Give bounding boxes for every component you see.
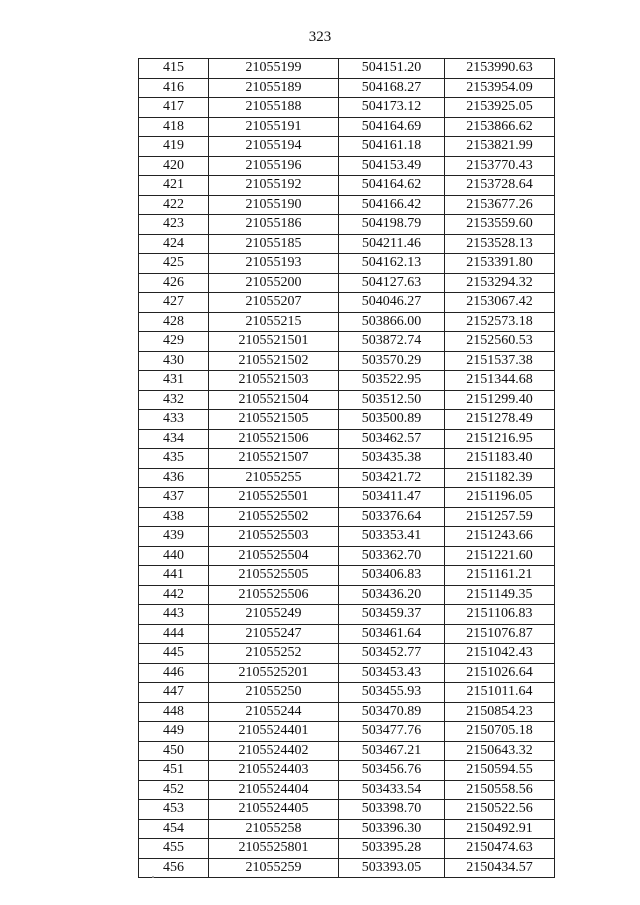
x-coordinate-cell: 504161.18 <box>339 137 445 157</box>
table-row <box>139 273 555 293</box>
x-coordinate-cell: 503500.89 <box>339 410 445 430</box>
table-row <box>139 507 555 527</box>
table-row <box>139 293 555 313</box>
y-coordinate-cell: 2151278.49 <box>445 410 555 430</box>
y-coordinate-cell: 2151026.64 <box>445 663 555 683</box>
table-row <box>139 59 555 79</box>
row-number-cell: 423 <box>139 215 209 235</box>
row-number-cell: 451 <box>139 761 209 781</box>
y-coordinate-cell: 2153954.09 <box>445 78 555 98</box>
table-row <box>139 234 555 254</box>
x-coordinate-cell: 504046.27 <box>339 293 445 313</box>
table-row <box>139 449 555 469</box>
table-row <box>139 351 555 371</box>
point-id-cell: 21055194 <box>209 137 339 157</box>
x-coordinate-cell: 503396.30 <box>339 819 445 839</box>
point-id-cell: 21055215 <box>209 312 339 332</box>
y-coordinate-cell: 2151299.40 <box>445 390 555 410</box>
x-coordinate-cell: 503455.93 <box>339 683 445 703</box>
x-coordinate-cell: 504211.46 <box>339 234 445 254</box>
row-number-cell: 435 <box>139 449 209 469</box>
x-coordinate-cell: 503453.43 <box>339 663 445 683</box>
row-number-cell: 441 <box>139 566 209 586</box>
point-id-cell: 2105521502 <box>209 351 339 371</box>
table-row <box>139 390 555 410</box>
table-row <box>139 312 555 332</box>
point-id-cell: 21055247 <box>209 624 339 644</box>
point-id-cell: 2105525505 <box>209 566 339 586</box>
point-id-cell: 21055185 <box>209 234 339 254</box>
row-number-cell: 416 <box>139 78 209 98</box>
y-coordinate-cell: 2150594.55 <box>445 761 555 781</box>
row-number-cell: 415 <box>139 59 209 79</box>
table-row <box>139 332 555 352</box>
table-row <box>139 176 555 196</box>
row-number-cell: 450 <box>139 741 209 761</box>
table-row <box>139 371 555 391</box>
point-id-cell: 21055207 <box>209 293 339 313</box>
table-row <box>139 780 555 800</box>
row-number-cell: 433 <box>139 410 209 430</box>
row-number-cell: 444 <box>139 624 209 644</box>
point-id-cell: 21055196 <box>209 156 339 176</box>
row-number-cell: 453 <box>139 800 209 820</box>
point-id-cell: 2105524401 <box>209 722 339 742</box>
row-number-cell: 445 <box>139 644 209 664</box>
y-coordinate-cell: 2151161.21 <box>445 566 555 586</box>
row-number-cell: 434 <box>139 429 209 449</box>
x-coordinate-cell: 503512.50 <box>339 390 445 410</box>
point-id-cell: 2105521503 <box>209 371 339 391</box>
table-row <box>139 546 555 566</box>
row-number-cell: 455 <box>139 839 209 859</box>
table-row <box>139 663 555 683</box>
point-id-cell: 2105525801 <box>209 839 339 859</box>
row-number-cell: 432 <box>139 390 209 410</box>
x-coordinate-cell: 504162.13 <box>339 254 445 274</box>
point-id-cell: 21055258 <box>209 819 339 839</box>
x-coordinate-cell: 503421.72 <box>339 468 445 488</box>
x-coordinate-cell: 503467.21 <box>339 741 445 761</box>
coordinate-table <box>138 58 555 878</box>
table-row <box>139 761 555 781</box>
point-id-cell: 2105525503 <box>209 527 339 547</box>
point-id-cell: 21055189 <box>209 78 339 98</box>
row-number-cell: 448 <box>139 702 209 722</box>
table-row <box>139 215 555 235</box>
point-id-cell: 2105521506 <box>209 429 339 449</box>
row-number-cell: 443 <box>139 605 209 625</box>
row-number-cell: 418 <box>139 117 209 137</box>
x-coordinate-cell: 503393.05 <box>339 858 445 878</box>
point-id-cell: 21055255 <box>209 468 339 488</box>
y-coordinate-cell: 2153067.42 <box>445 293 555 313</box>
x-coordinate-cell: 504173.12 <box>339 98 445 118</box>
point-id-cell: 21055192 <box>209 176 339 196</box>
x-coordinate-cell: 503435.38 <box>339 449 445 469</box>
x-coordinate-cell: 503436.20 <box>339 585 445 605</box>
row-number-cell: 449 <box>139 722 209 742</box>
y-coordinate-cell: 2150705.18 <box>445 722 555 742</box>
row-number-cell: 425 <box>139 254 209 274</box>
y-coordinate-cell: 2151344.68 <box>445 371 555 391</box>
y-coordinate-cell: 2153925.05 <box>445 98 555 118</box>
point-id-cell: 21055259 <box>209 858 339 878</box>
table-row <box>139 858 555 878</box>
row-number-cell: 428 <box>139 312 209 332</box>
y-coordinate-cell: 2152560.53 <box>445 332 555 352</box>
table-row <box>139 819 555 839</box>
x-coordinate-cell: 503406.83 <box>339 566 445 586</box>
table-row <box>139 839 555 859</box>
table-row <box>139 98 555 118</box>
point-id-cell: 21055200 <box>209 273 339 293</box>
y-coordinate-cell: 2151196.05 <box>445 488 555 508</box>
table-row <box>139 644 555 664</box>
x-coordinate-cell: 503411.47 <box>339 488 445 508</box>
x-coordinate-cell: 503522.95 <box>339 371 445 391</box>
y-coordinate-cell: 2153990.63 <box>445 59 555 79</box>
point-id-cell: 2105521505 <box>209 410 339 430</box>
row-number-cell: 429 <box>139 332 209 352</box>
x-coordinate-cell: 503376.64 <box>339 507 445 527</box>
x-coordinate-cell: 504168.27 <box>339 78 445 98</box>
x-coordinate-cell: 503452.77 <box>339 644 445 664</box>
x-coordinate-cell: 503462.57 <box>339 429 445 449</box>
y-coordinate-cell: 2151011.64 <box>445 683 555 703</box>
point-id-cell: 2105524404 <box>209 780 339 800</box>
row-number-cell: 442 <box>139 585 209 605</box>
y-coordinate-cell: 2150492.91 <box>445 819 555 839</box>
x-coordinate-cell: 503866.00 <box>339 312 445 332</box>
point-id-cell: 21055193 <box>209 254 339 274</box>
x-coordinate-cell: 503470.89 <box>339 702 445 722</box>
point-id-cell: 2105524402 <box>209 741 339 761</box>
table-row <box>139 488 555 508</box>
x-coordinate-cell: 503362.70 <box>339 546 445 566</box>
table-row <box>139 468 555 488</box>
table-row <box>139 410 555 430</box>
y-coordinate-cell: 2153770.43 <box>445 156 555 176</box>
row-number-cell: 417 <box>139 98 209 118</box>
point-id-cell: 2105524405 <box>209 800 339 820</box>
table-row <box>139 429 555 449</box>
x-coordinate-cell: 503461.64 <box>339 624 445 644</box>
table-row <box>139 800 555 820</box>
row-number-cell: 456 <box>139 858 209 878</box>
row-number-cell: 419 <box>139 137 209 157</box>
x-coordinate-cell: 503459.37 <box>339 605 445 625</box>
point-id-cell: 2105525501 <box>209 488 339 508</box>
x-coordinate-cell: 503456.76 <box>339 761 445 781</box>
x-coordinate-cell: 503872.74 <box>339 332 445 352</box>
x-coordinate-cell: 504151.20 <box>339 59 445 79</box>
point-id-cell: 21055252 <box>209 644 339 664</box>
y-coordinate-cell: 2151216.95 <box>445 429 555 449</box>
y-coordinate-cell: 2151221.60 <box>445 546 555 566</box>
y-coordinate-cell: 2151257.59 <box>445 507 555 527</box>
point-id-cell: 2105525506 <box>209 585 339 605</box>
table-row <box>139 585 555 605</box>
point-id-cell: 21055244 <box>209 702 339 722</box>
row-number-cell: 424 <box>139 234 209 254</box>
x-coordinate-cell: 504164.69 <box>339 117 445 137</box>
point-id-cell: 2105525504 <box>209 546 339 566</box>
row-number-cell: 422 <box>139 195 209 215</box>
row-number-cell: 437 <box>139 488 209 508</box>
y-coordinate-cell: 2151076.87 <box>445 624 555 644</box>
row-number-cell: 447 <box>139 683 209 703</box>
row-number-cell: 452 <box>139 780 209 800</box>
y-coordinate-cell: 2153866.62 <box>445 117 555 137</box>
row-number-cell: 426 <box>139 273 209 293</box>
x-coordinate-cell: 504166.42 <box>339 195 445 215</box>
table-row <box>139 741 555 761</box>
x-coordinate-cell: 504164.62 <box>339 176 445 196</box>
row-number-cell: 431 <box>139 371 209 391</box>
y-coordinate-cell: 2153528.13 <box>445 234 555 254</box>
row-number-cell: 438 <box>139 507 209 527</box>
y-coordinate-cell: 2153821.99 <box>445 137 555 157</box>
table-row <box>139 722 555 742</box>
page-number: 323 <box>308 29 332 45</box>
y-coordinate-cell: 2151183.40 <box>445 449 555 469</box>
row-number-cell: 446 <box>139 663 209 683</box>
table-row <box>139 527 555 547</box>
y-coordinate-cell: 2152573.18 <box>445 312 555 332</box>
point-id-cell: 2105521501 <box>209 332 339 352</box>
x-coordinate-cell: 503477.76 <box>339 722 445 742</box>
y-coordinate-cell: 2151243.66 <box>445 527 555 547</box>
point-id-cell: 21055190 <box>209 195 339 215</box>
row-number-cell: 436 <box>139 468 209 488</box>
y-coordinate-cell: 2150558.56 <box>445 780 555 800</box>
point-id-cell: 2105524403 <box>209 761 339 781</box>
y-coordinate-cell: 2153677.26 <box>445 195 555 215</box>
y-coordinate-cell: 2151149.35 <box>445 585 555 605</box>
table-row <box>139 605 555 625</box>
row-number-cell: 421 <box>139 176 209 196</box>
y-coordinate-cell: 2153391.80 <box>445 254 555 274</box>
table-row <box>139 254 555 274</box>
table-row <box>139 702 555 722</box>
y-coordinate-cell: 2151042.43 <box>445 644 555 664</box>
y-coordinate-cell: 2151182.39 <box>445 468 555 488</box>
x-coordinate-cell: 503433.54 <box>339 780 445 800</box>
x-coordinate-cell: 503398.70 <box>339 800 445 820</box>
point-id-cell: 2105521507 <box>209 449 339 469</box>
point-id-cell: 2105521504 <box>209 390 339 410</box>
x-coordinate-cell: 503395.28 <box>339 839 445 859</box>
row-number-cell: 440 <box>139 546 209 566</box>
y-coordinate-cell: 2151106.83 <box>445 605 555 625</box>
row-number-cell: 427 <box>139 293 209 313</box>
point-id-cell: 21055250 <box>209 683 339 703</box>
table-row <box>139 78 555 98</box>
table-row <box>139 156 555 176</box>
table-row <box>139 117 555 137</box>
x-coordinate-cell: 504198.79 <box>339 215 445 235</box>
point-id-cell: 2105525502 <box>209 507 339 527</box>
table-row <box>139 683 555 703</box>
row-number-cell: 430 <box>139 351 209 371</box>
scan-speck <box>152 876 154 878</box>
point-id-cell: 21055191 <box>209 117 339 137</box>
y-coordinate-cell: 2150434.57 <box>445 858 555 878</box>
table-row <box>139 137 555 157</box>
y-coordinate-cell: 2153559.60 <box>445 215 555 235</box>
table-row <box>139 195 555 215</box>
row-number-cell: 439 <box>139 527 209 547</box>
x-coordinate-cell: 503353.41 <box>339 527 445 547</box>
point-id-cell: 21055188 <box>209 98 339 118</box>
y-coordinate-cell: 2151537.38 <box>445 351 555 371</box>
y-coordinate-cell: 2150522.56 <box>445 800 555 820</box>
point-id-cell: 21055199 <box>209 59 339 79</box>
point-id-cell: 2105525201 <box>209 663 339 683</box>
point-id-cell: 21055186 <box>209 215 339 235</box>
row-number-cell: 454 <box>139 819 209 839</box>
x-coordinate-cell: 503570.29 <box>339 351 445 371</box>
coordinate-table-body <box>139 59 555 878</box>
x-coordinate-cell: 504153.49 <box>339 156 445 176</box>
y-coordinate-cell: 2150643.32 <box>445 741 555 761</box>
y-coordinate-cell: 2150854.23 <box>445 702 555 722</box>
y-coordinate-cell: 2153294.32 <box>445 273 555 293</box>
x-coordinate-cell: 504127.63 <box>339 273 445 293</box>
y-coordinate-cell: 2150474.63 <box>445 839 555 859</box>
table-row <box>139 566 555 586</box>
row-number-cell: 420 <box>139 156 209 176</box>
y-coordinate-cell: 2153728.64 <box>445 176 555 196</box>
table-row <box>139 624 555 644</box>
point-id-cell: 21055249 <box>209 605 339 625</box>
